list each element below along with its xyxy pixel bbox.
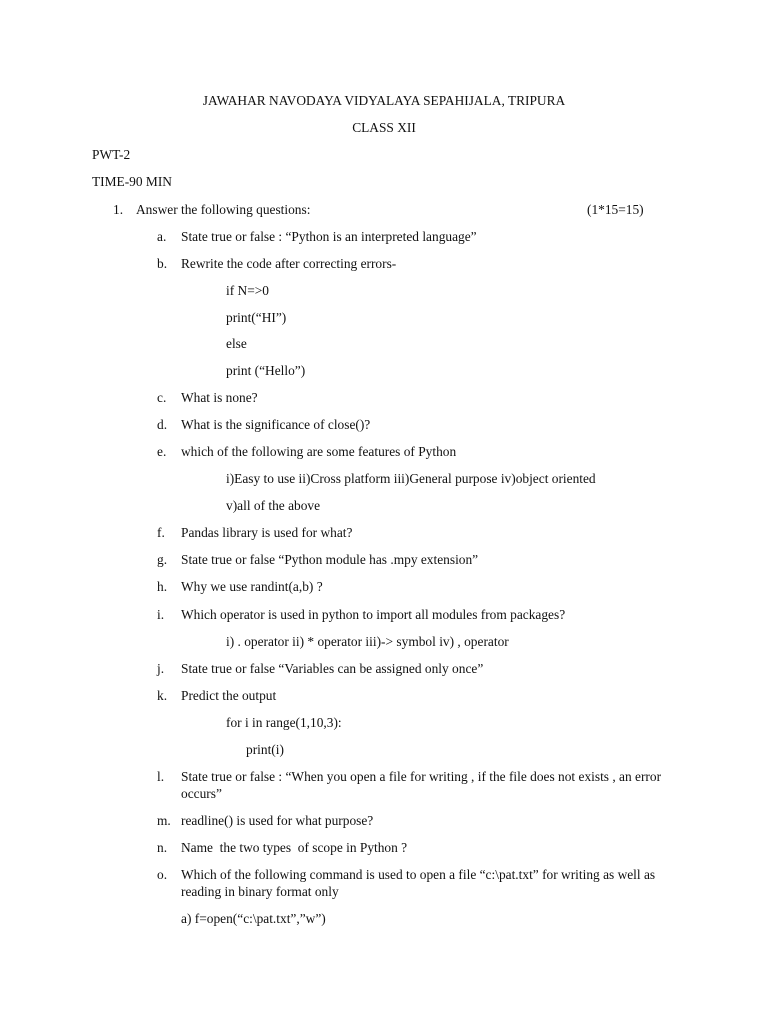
code-line: if N=>0 xyxy=(226,283,269,298)
question-marker: m. xyxy=(157,813,171,828)
question-text: readline() is used for what purpose? xyxy=(181,813,374,828)
option-line: i)Easy to use ii)Cross platform iii)General purpose iv)object oriented xyxy=(226,471,596,486)
question-marker: o. xyxy=(157,867,168,882)
section-marks: (1*15=15) xyxy=(587,202,644,217)
option-line: v)all of the above xyxy=(226,498,321,513)
code-line: print(“HI”) xyxy=(226,310,287,325)
question-text: What is none? xyxy=(181,390,258,405)
test-name: PWT-2 xyxy=(92,147,131,162)
question-marker: h. xyxy=(157,579,168,594)
question-marker: d. xyxy=(157,417,168,432)
code-line: else xyxy=(226,336,247,351)
question-text: Pandas library is used for what? xyxy=(181,525,353,540)
time-limit: TIME-90 MIN xyxy=(92,174,172,189)
question-text: Name the two types of scope in Python ? xyxy=(181,840,408,855)
question-text: What is the significance of close()? xyxy=(181,417,371,432)
section-number: 1. xyxy=(113,202,124,217)
question-text: Which operator is used in python to import all modules from packages? xyxy=(181,607,566,622)
question-marker: e. xyxy=(157,444,167,459)
question-marker: b. xyxy=(157,256,168,271)
question-text: Rewrite the code after correcting errors- xyxy=(181,256,397,271)
option-line: a) f=open(“c:\pat.txt”,”w”) xyxy=(181,911,326,926)
question-marker: g. xyxy=(157,552,168,567)
school-name: JAWAHAR NAVODAYA VIDYALAYA SEPAHIJALA, TRIPURA xyxy=(202,93,566,108)
question-text: State true or false : “Python is an interpreted language” xyxy=(181,229,477,244)
question-marker: a. xyxy=(157,229,167,244)
question-text: Predict the output xyxy=(181,688,277,703)
question-marker: k. xyxy=(157,688,168,703)
option-line: i) . operator ii) * operator iii)-> symbol iv) , operator xyxy=(226,634,509,649)
question-text: State true or false “Python module has .mpy extension” xyxy=(181,552,479,567)
question-text: State true or false “Variables can be assigned only once” xyxy=(181,661,484,676)
code-line: for i in range(1,10,3): xyxy=(226,715,342,730)
code-line: print (“Hello”) xyxy=(226,363,306,378)
question-marker: f. xyxy=(157,525,165,540)
question-marker: j. xyxy=(157,661,165,676)
question-text: Which of the following command is used to open a file “c:\pat.txt” for writing as well as reading in binary format only xyxy=(181,867,656,899)
section-title: Answer the following questions: xyxy=(136,202,311,217)
question-text: State true or false : “When you open a file for writing , if the file does not exists , an error occurs” xyxy=(181,769,662,801)
question-text: Why we use randint(a,b) ? xyxy=(181,579,323,594)
question-marker: n. xyxy=(157,840,168,855)
question-marker: i. xyxy=(157,607,165,622)
question-marker: c. xyxy=(157,390,167,405)
question-text: which of the following are some features of Python xyxy=(181,444,457,459)
code-line: print(i) xyxy=(246,742,284,757)
class-title: CLASS XII xyxy=(352,120,416,135)
question-marker: l. xyxy=(157,769,165,784)
